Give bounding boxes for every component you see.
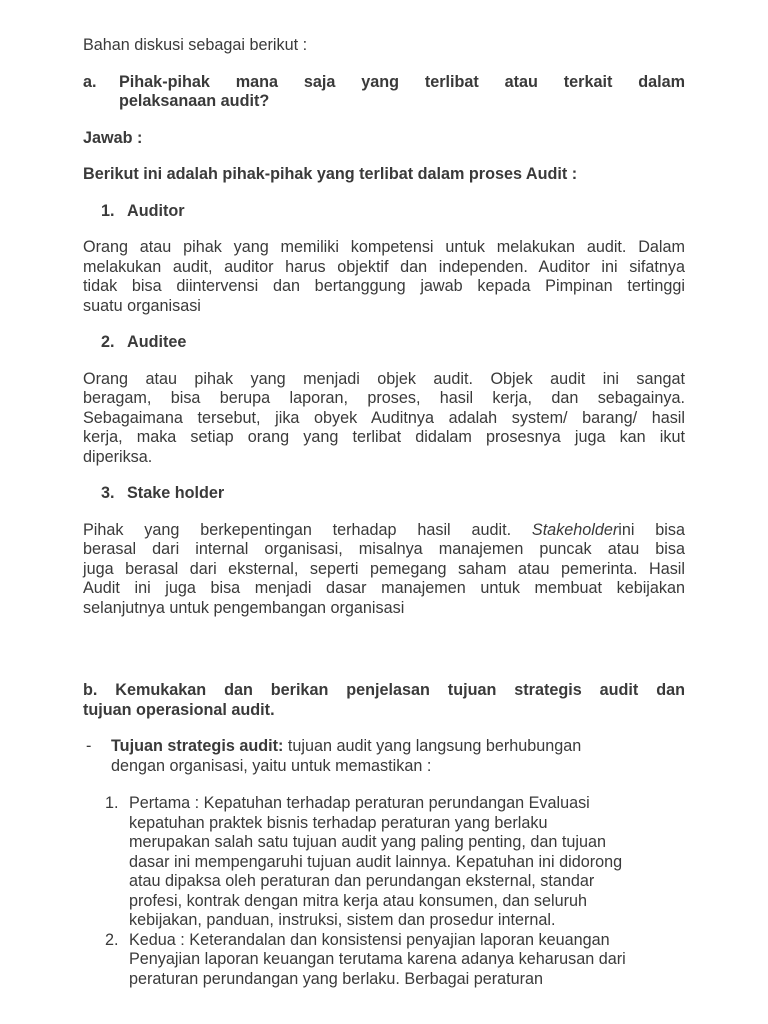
paragraph-line: beragam, bisa berupa laporan, proses, hasil kerja, dan sebagainya. [83, 389, 685, 407]
paragraph-line: melakukan audit, auditor harus objektif dan independen. Auditor ini sifatnya [83, 257, 685, 276]
paragraph-line: Orang atau pihak yang menjadi objek audit. Objek audit ini sangat [83, 369, 685, 388]
bullet-line1 [111, 737, 685, 757]
list-line: dasar ini mempengaruhi tujuan audit lainnya. Kepatuhan ini didorong [129, 852, 623, 871]
question-a-text [119, 73, 685, 112]
paragraph-line: Orang atau pihak yang memiliki kompetensi untuk melakukan audit. Dalam [83, 238, 685, 256]
paragraph-line: kerja, maka setiap orang yang terlibat didalam prosesnya juga kan ikut [83, 428, 685, 446]
paragraph-line: suatu organisasi [83, 296, 201, 315]
answer-lead: Berikut ini adalah pihak-pihak yang terlibat dalam proses Audit : [83, 165, 578, 183]
party-description-auditee [83, 370, 685, 468]
party-title: Auditee [127, 333, 187, 351]
party-heading-auditor [101, 202, 685, 222]
text-run: ini bisa [618, 520, 686, 539]
list-line: peraturan perundangan yang berlaku. Berbagai peraturan [129, 969, 543, 988]
text-run: tujuan audit yang langsung berhubungan [283, 737, 582, 755]
paragraph-line: Sebagaimana tersebut, jika obyek Auditnya adalah system/ barang/ hasil [83, 408, 685, 427]
list-item-text [129, 931, 685, 990]
list-line: kepatuhan praktek bisnis terhadap peraturan yang berlaku [129, 813, 548, 832]
bullet-line2: dengan organisasi, yaitu untuk memastikan : [111, 756, 432, 775]
party-number: 3. [101, 484, 115, 502]
paragraph-line: Audit ini juga bisa menjadi dasar manajemen untuk membuat kebijakan [83, 579, 685, 597]
list-line: kebijakan, panduan, instruksi, sistem dan prosedur internal. [129, 911, 556, 929]
bullet-dash: - [86, 737, 92, 755]
list-line: Kedua : Keterandalan dan konsistensi penyajian laporan keuangan [129, 930, 610, 949]
question-a-line2: pelaksanaan audit? [119, 92, 270, 110]
question-a-letter: a. [83, 72, 97, 91]
list-item [105, 931, 685, 990]
intro-text: Bahan diskusi sebagai berikut : [83, 36, 308, 54]
question-a-line1: Pihak-pihak mana saja yang terlibat atau terkait dalam [119, 72, 685, 91]
list-item-number: 2. [105, 930, 119, 949]
party-number: 1. [101, 201, 115, 220]
list-item [105, 794, 685, 931]
document-page [83, 36, 685, 989]
list-line: Pertama : Kepatuhan terhadap peraturan perundangan Evaluasi [129, 794, 590, 812]
paragraph-line: selanjutnya untuk pengembangan organisasi [83, 598, 405, 617]
paragraph-line: tidak bisa diintervensi dan bertanggung jawab kepada Pimpinan tertinggi [83, 277, 685, 295]
list-line: Penyajian laporan keuangan terutama karena adanya keharusan dari [129, 950, 626, 968]
bullet-text [111, 737, 685, 776]
section-spacer [83, 635, 685, 681]
ordered-list [83, 794, 685, 989]
paragraph-line: berasal dari internal organisasi, misalnya manajemen puncak atau bisa [83, 540, 685, 558]
party-title: Auditor [127, 201, 185, 220]
list-item-text [129, 794, 685, 931]
list-line: profesi, kontrak dengan mitra kerja atau konsumen, dan seluruh [129, 891, 588, 910]
list-line: merupakan salah satu tujuan audit yang paling penting, dan tujuan [129, 833, 606, 851]
paragraph-line: diperiksa. [83, 447, 153, 466]
list-line: atau dipaksa oleh peraturan dan perundangan eksternal, standar [129, 872, 595, 890]
party-number: 2. [101, 333, 115, 351]
text-run: Pihak yang berkepentingan terhadap hasil audit. [83, 520, 532, 539]
bullet-strategic-goal [83, 737, 685, 776]
list-item-number: 1. [105, 794, 119, 812]
question-b [83, 681, 685, 720]
party-description-auditor [83, 238, 685, 316]
paragraph-line: juga berasal dari eksternal, seperti pemegang saham atau pemerinta. Hasil [83, 559, 685, 578]
party-description-stakeholder [83, 521, 685, 619]
question-b-line1: b. Kemukakan dan berikan penjelasan tujuan strategis audit dan [83, 681, 685, 699]
party-title: Stake holder [127, 484, 225, 502]
italic-term: Stakeholder [531, 520, 619, 539]
question-b-line2: tujuan operasional audit. [83, 700, 275, 719]
paragraph-line [83, 521, 685, 541]
party-heading-auditee [101, 333, 685, 353]
party-heading-stakeholder [101, 484, 685, 504]
answer-label: Jawab : [83, 128, 143, 147]
bullet-label: Tujuan strategis audit: [111, 737, 284, 755]
question-a [83, 73, 685, 112]
